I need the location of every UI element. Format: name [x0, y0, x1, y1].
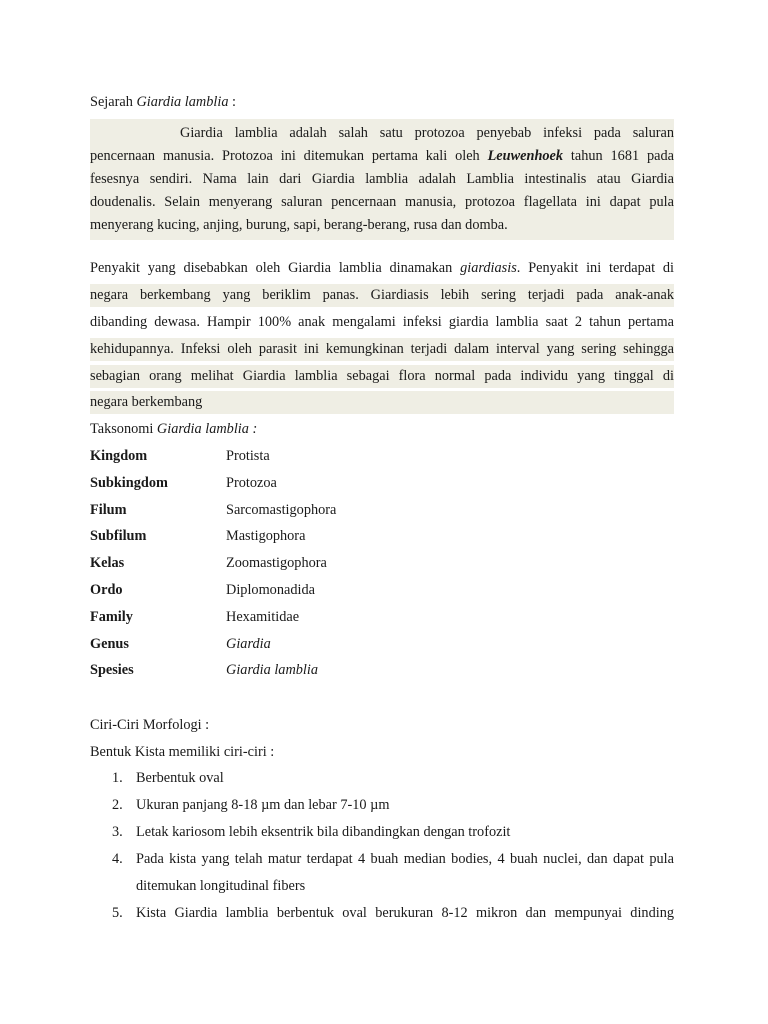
- taxonomy-row: [90, 523, 674, 550]
- list-number: 5.: [112, 905, 123, 921]
- para2-line-1: [90, 257, 674, 280]
- taxonomy-value: Hexamitidae: [226, 608, 300, 625]
- para1-line-2: [90, 145, 674, 168]
- morphology-section: [90, 712, 674, 766]
- para2-line-3: dibanding dewasa. Hampir 100% anak mengalami infeksi giardia lamblia saat 2 tahun pertama: [90, 314, 674, 330]
- para1-line-2-tail: tahun 1681 pada: [563, 148, 674, 164]
- para2-line-5: sebagian orang melihat Giardia lamblia sebagai flora normal pada individu yang tinggal di: [90, 365, 674, 388]
- taxonomy-row: [90, 577, 674, 604]
- taxonomy-value: Sarcomastigophora: [226, 501, 337, 518]
- taxonomy-value: Mastigophora: [226, 528, 306, 545]
- heading-suffix: :: [228, 94, 237, 110]
- taxonomy-rank: Ordo: [90, 581, 123, 598]
- taxonomy-rank: Genus: [90, 635, 129, 652]
- disease-name: giardiasis: [460, 260, 517, 276]
- list-item: [112, 900, 674, 927]
- taxonomy-row: [90, 631, 674, 658]
- list-text: Berbentuk oval: [136, 770, 224, 786]
- list-item: [112, 792, 674, 819]
- para1-line-2-text: pencernaan manusia. Protozoa ini ditemukan pertama kali oleh: [90, 148, 488, 164]
- taxonomy-heading-italic: Giardia lamblia :: [156, 421, 258, 437]
- taxonomy-row: [90, 470, 674, 497]
- discoverer-name: Leuwenhoek: [487, 148, 564, 164]
- taxonomy-heading-prefix: Taksonomi: [90, 421, 157, 437]
- taxonomy-row: [90, 604, 674, 631]
- taxonomy-value: Zoomastigophora: [226, 555, 327, 572]
- list-number: 1.: [112, 770, 123, 786]
- list-text-line-2: ditemukan longitudinal fibers: [136, 878, 306, 894]
- taxonomy-value: Protista: [226, 448, 270, 464]
- para2-line-6: negara berkembang: [90, 391, 674, 414]
- para1-line-5: menyerang kucing, anjing, burung, sapi, berang-berang, rusa dan domba.: [90, 217, 508, 233]
- para1-line-1: Giardia lamblia adalah salah satu protozoa penyebab infeksi pada saluran: [180, 125, 674, 141]
- taxonomy-row: [90, 550, 674, 577]
- taxonomy-rank: Kingdom: [90, 448, 148, 464]
- taxonomy-row: [90, 443, 674, 470]
- list-item: [112, 819, 674, 846]
- paragraph-history: [90, 119, 674, 240]
- para2-line-1-text: Penyakit yang disebabkan oleh Giardia lamblia dinamakan: [90, 260, 461, 276]
- taxonomy-rank: Subkingdom: [90, 474, 168, 491]
- taxonomy-value: Giardia lamblia: [226, 662, 319, 679]
- list-text: Ukuran panjang 8-18 µm dan lebar 7-10 µm: [136, 797, 390, 813]
- list-item: [112, 765, 674, 792]
- taxonomy-rank: Spesies: [90, 662, 134, 679]
- list-text: Letak kariosom lebih eksentrik bila dibandingkan dengan trofozit: [136, 824, 511, 840]
- taxonomy-row: [90, 497, 674, 524]
- taxonomy-value: Protozoa: [226, 474, 277, 491]
- list-item: [112, 846, 674, 900]
- para2-line-4: kehidupannya. Infeksi oleh parasit ini kemungkinan terjadi dalam interval yang sering sehingga: [90, 338, 674, 361]
- list-text-line-1: Pada kista yang telah matur terdapat 4 buah median bodies, 4 buah nuclei, dan dapat pula: [136, 851, 674, 867]
- taxonomy-row: [90, 657, 674, 684]
- list-number: 2.: [112, 797, 123, 813]
- taxonomy-rank: Family: [90, 608, 133, 625]
- morphology-heading: Ciri-Ciri Morfologi :: [90, 717, 210, 733]
- list-number: 3.: [112, 824, 123, 840]
- para2-line-1-tail: . Penyakit ini terdapat di: [516, 260, 674, 276]
- list-text-multiline: [136, 846, 674, 900]
- list-text: Kista Giardia lamblia berbentuk oval berukuran 8-12 mikron dan mempunyai dinding: [136, 905, 674, 921]
- taxonomy-rank: Kelas: [90, 555, 125, 572]
- taxonomy-rank: Filum: [90, 501, 127, 518]
- section-heading-sejarah: [90, 91, 674, 114]
- para1-line-4: doudenalis. Selain menyerang saluran pencernaan manusia, protozoa flagellata ini dapat pula: [90, 194, 674, 210]
- morphology-subheading: Bentuk Kista memiliki ciri-ciri :: [90, 744, 275, 760]
- cyst-characteristics-list: [112, 765, 674, 927]
- taxonomy-value: Giardia: [226, 635, 271, 652]
- para2-line-2: negara berkembang yang beriklim panas. Giardiasis lebih sering terjadi pada anak-anak: [90, 284, 674, 307]
- para1-line-3: fesesnya sendiri. Nama lain dari Giardia lamblia adalah Lamblia intestinalis atau Giardia: [90, 171, 674, 187]
- taxonomy-heading: [90, 418, 674, 441]
- heading-prefix: Sejarah: [90, 94, 137, 110]
- taxonomy-rank: Subfilum: [90, 528, 147, 545]
- taxonomy-value: Diplomonadida: [226, 581, 315, 598]
- taxonomy-table: [90, 443, 674, 684]
- heading-italic-name: Giardia lamblia: [136, 94, 229, 110]
- list-number: 4.: [112, 851, 123, 867]
